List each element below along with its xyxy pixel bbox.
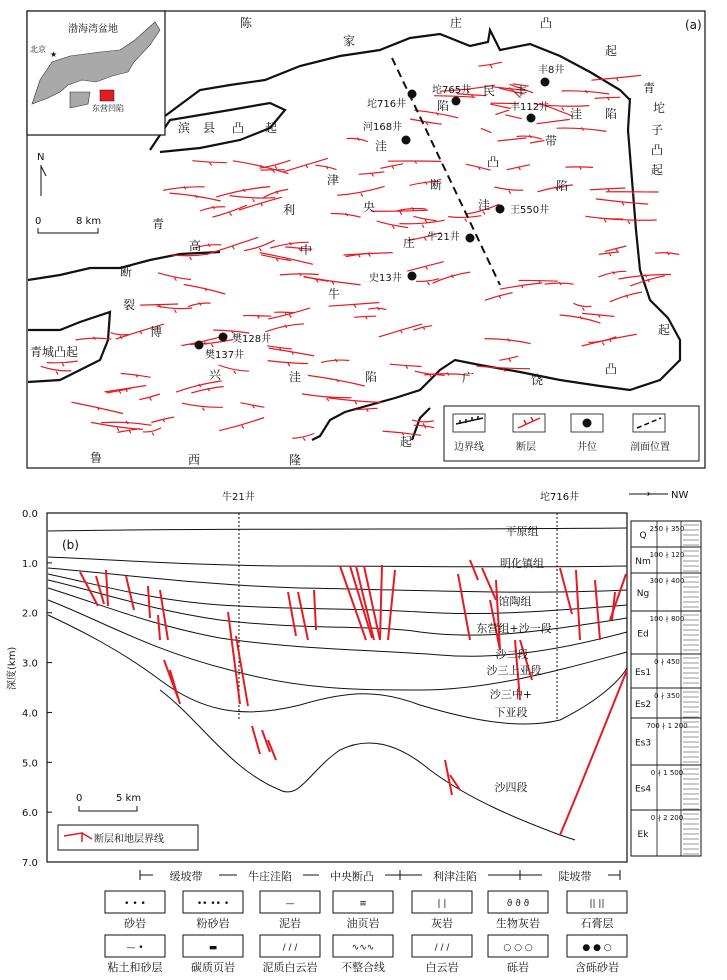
- map-scale-zero: 0: [35, 216, 42, 227]
- section-fault: [470, 560, 478, 580]
- map-fault-line: [191, 387, 223, 394]
- region-label: 兴: [209, 368, 222, 382]
- depth-axis-label: 深度(km): [7, 646, 18, 690]
- map-fault-line: [655, 252, 679, 255]
- section-fault: [252, 726, 260, 754]
- column-unit-code: Ek: [637, 830, 649, 840]
- depth-tick-label: 4.0: [22, 708, 38, 720]
- well-label: 丰112井: [510, 102, 550, 113]
- lithology-pattern: ○ ○ ○: [503, 943, 533, 953]
- map-fault-line: [560, 315, 601, 323]
- map-fault-line: [292, 434, 314, 441]
- region-label: 起: [651, 163, 664, 177]
- map-fault-line: [495, 110, 509, 115]
- column-unit-code: Ng: [636, 589, 650, 599]
- depth-tick-label: 1.0: [22, 558, 38, 570]
- map-fault-line: [595, 97, 621, 100]
- section-panel-label: (b): [62, 538, 79, 552]
- legend-fault-label: 断层: [516, 442, 536, 453]
- column-unit-thickness: 100 ∤ 800: [649, 615, 685, 623]
- region-label: 青: [643, 81, 656, 95]
- region-label: 高: [189, 239, 202, 253]
- map-fault-line: [192, 161, 227, 166]
- map-scale-line: [38, 228, 98, 233]
- map-fault-line: [588, 337, 616, 346]
- map-fault-line: [265, 324, 304, 332]
- map-fault-line: [101, 421, 152, 425]
- lithology-legend: [105, 891, 627, 974]
- map-fault-line: [354, 316, 376, 319]
- map-fault-line: [557, 127, 607, 131]
- strata-q: [48, 528, 627, 531]
- map-fault-line: [599, 252, 619, 256]
- formation-label: 沙三中+: [489, 688, 533, 701]
- lithology-label: 泥质白云岩: [262, 961, 318, 974]
- map-fault-line: [244, 240, 275, 251]
- region-label: 起: [400, 435, 413, 449]
- well-label: 樊128井: [232, 334, 272, 345]
- map-fault-line: [76, 337, 112, 340]
- well-marker: [452, 97, 461, 106]
- zone-label: 陡坡带: [558, 870, 592, 883]
- well-label: 王550井: [510, 205, 550, 216]
- section-fault: [236, 636, 248, 706]
- map-fault-line: [182, 403, 223, 411]
- map-fault-line: [371, 210, 428, 214]
- region-label: 子: [651, 123, 664, 137]
- map-fault-line: [329, 303, 380, 308]
- column-unit-thickness: 300 ∤ 400: [649, 577, 685, 585]
- map-fault-line: [582, 313, 614, 317]
- map-fault-line: [573, 303, 591, 310]
- column-unit-code: Es4: [634, 784, 652, 795]
- well-label: 史13井: [369, 273, 402, 284]
- lithology-label: 粉砂岩: [196, 917, 230, 930]
- map-fault-line: [219, 365, 250, 374]
- well-marker: [195, 341, 204, 350]
- well-label: 丰8井: [538, 65, 565, 76]
- region-label: 陷: [365, 370, 378, 384]
- map-fault-line: [410, 119, 442, 125]
- section-faults: [80, 560, 627, 835]
- map-fault-line: [537, 119, 570, 123]
- inset-city-label: 北京: [30, 45, 46, 54]
- map-fault-line: [368, 307, 386, 310]
- map-fault-line: [308, 375, 365, 386]
- well-label: 樊137井: [205, 350, 245, 361]
- section-fault: [228, 612, 240, 704]
- map-fault-line: [239, 197, 282, 210]
- map-fault-line: [505, 115, 521, 119]
- well-label: 坨716井: [367, 99, 407, 110]
- map-fault-line: [259, 160, 290, 169]
- well-label: 牛21井: [427, 232, 460, 243]
- map-fault-line: [280, 273, 319, 276]
- region-label: 利: [283, 203, 296, 217]
- region-label: 带: [545, 134, 558, 148]
- map-fault-line: [500, 283, 542, 289]
- fault-map-panel: [27, 11, 705, 468]
- legend-boundary-label: 边界线: [454, 442, 484, 453]
- formation-label: 平原组: [505, 525, 539, 538]
- region-label: 洼: [478, 198, 491, 212]
- well-marker: [541, 78, 550, 87]
- column-unit-thickness: 700 ∤ 1 200: [646, 722, 688, 730]
- region-label: 陷: [437, 99, 450, 113]
- section-scale-length: 5 km: [116, 793, 142, 804]
- map-panel-label: (a): [685, 18, 702, 32]
- lithology-label: 生物灰岩: [496, 917, 540, 930]
- region-label: 凸: [605, 362, 618, 376]
- strat-column: [631, 521, 701, 856]
- well-marker: [496, 205, 505, 214]
- map-fault-line: [219, 418, 264, 431]
- formation-label: 沙三上亚段: [486, 664, 542, 677]
- section-fault: [610, 574, 626, 620]
- region-label: 凸: [540, 16, 553, 30]
- region-label: 饶: [531, 373, 544, 387]
- column-unit-code: Q: [639, 531, 647, 541]
- map-fault-line: [337, 186, 385, 196]
- inset-area-label: 东营凹陷: [92, 104, 124, 113]
- map-fault-line: [188, 303, 211, 307]
- section-well-niu21: 牛21井: [222, 492, 255, 503]
- map-fault-line: [121, 374, 151, 378]
- lithology-pattern: • • •: [124, 899, 146, 909]
- strata-ng: [48, 568, 627, 592]
- lithology-pattern: ≡: [359, 899, 367, 909]
- column-unit-thickness: 0 ∤ 1 500: [650, 769, 684, 777]
- map-fault-line: [630, 276, 665, 286]
- section-fault-major: [560, 670, 627, 835]
- lithology-label: 碳质页岩: [191, 961, 235, 974]
- region-label: 庄: [450, 16, 463, 30]
- region-label: 陷: [556, 179, 569, 193]
- lithology-label: 粘土和砂层: [107, 961, 163, 974]
- depth-tick-label: 6.0: [22, 808, 38, 820]
- north-label: N: [37, 152, 45, 163]
- map-fault-line: [304, 277, 361, 285]
- column-unit-thickness: 250 ∤ 350: [649, 525, 685, 533]
- column-unit-code: Es2: [634, 700, 652, 710]
- region-label: 陈: [240, 16, 253, 30]
- region-label: 陷: [605, 107, 618, 121]
- section-fault: [158, 615, 160, 640]
- section-fault: [576, 570, 580, 640]
- section-scale-line: [79, 806, 137, 811]
- lithology-pattern: ● ● ○: [582, 943, 612, 953]
- region-label: 津: [327, 173, 340, 187]
- map-fault-line: [233, 161, 289, 174]
- map-fault-line: [507, 165, 530, 170]
- map-fault-line: [399, 220, 444, 228]
- well-marker: [402, 136, 411, 145]
- map-fault-line: [359, 172, 385, 177]
- region-label: 隆: [289, 453, 302, 467]
- map-fault-line: [170, 193, 221, 201]
- map-fault-line: [377, 221, 409, 229]
- region-label: 坨: [653, 101, 666, 115]
- formation-label: 馆陶组: [498, 595, 532, 608]
- map-fault-line: [566, 167, 594, 170]
- region-label: 起: [265, 121, 278, 135]
- east-boundary: [312, 98, 680, 440]
- map-fault-line: [490, 104, 510, 108]
- map-fault-line: [596, 199, 648, 205]
- map-fault-line: [117, 429, 140, 433]
- map-fault-line: [605, 246, 626, 252]
- lithology-pattern: ∿∿∿: [351, 943, 375, 953]
- region-label: 凸: [487, 155, 500, 169]
- formation-label: 沙四段: [494, 781, 528, 794]
- structural-zones: [140, 866, 620, 884]
- lithology-pattern: | |: [437, 899, 447, 909]
- direction-label: NW: [671, 490, 689, 501]
- map-fault-line: [184, 285, 226, 295]
- inset-area-marker: [100, 90, 114, 101]
- map-fault-line: [71, 402, 123, 413]
- map-fault-line: [321, 359, 349, 362]
- formation-label: 东营组+沙一段: [476, 622, 552, 635]
- section-fault: [160, 590, 168, 640]
- formation-label: 下亚段: [494, 706, 528, 719]
- map-fault-line: [268, 308, 310, 319]
- map-fault-line: [388, 161, 441, 164]
- zone-label: 利津洼陷: [433, 870, 477, 883]
- map-fault-line: [390, 364, 422, 369]
- formation-label: 沙二段: [495, 648, 529, 661]
- map-fault-line: [407, 262, 444, 271]
- column-unit-code: Ed: [637, 629, 649, 640]
- map-fault-line: [545, 282, 574, 285]
- section-scale-bar: [76, 793, 141, 811]
- map-fault-line: [47, 361, 78, 366]
- map-fault-line: [381, 164, 404, 169]
- lithology-pattern: ϑ ϑ ϑ: [506, 899, 530, 909]
- depth-tick-label: 3.0: [22, 658, 38, 670]
- column-unit-thickness: 0 ∤ 2 200: [650, 814, 684, 822]
- map-fault-line: [216, 187, 270, 197]
- region-label: 广: [462, 371, 475, 385]
- column-unit-thickness: 0 ∤ 350: [654, 692, 680, 700]
- region-label: 中: [300, 243, 313, 257]
- section-fault: [560, 568, 572, 614]
- map-fault-line: [530, 141, 544, 144]
- region-label: 凸: [651, 143, 664, 157]
- well-marker: [219, 333, 228, 342]
- map-fault-line: [200, 206, 225, 211]
- map-fault-line: [263, 189, 288, 197]
- map-fault-line: [243, 316, 271, 319]
- lithology-pattern: ▬: [208, 943, 218, 953]
- region-label: 鲁: [90, 451, 103, 465]
- map-fault-line: [157, 306, 192, 313]
- direction-arrow: →: [642, 489, 651, 500]
- section-fault: [314, 590, 316, 630]
- region-label: 青: [152, 217, 165, 231]
- map-fault-line: [485, 339, 531, 344]
- map-legend: [444, 406, 699, 461]
- depth-tick-label: 2.0: [22, 608, 38, 620]
- map-fault-line: [562, 90, 610, 94]
- lithology-label: 石膏层: [580, 917, 614, 930]
- well-marker: [527, 114, 536, 123]
- depth-tick-label: 7.0: [22, 858, 38, 869]
- map-fault-line: [172, 254, 208, 260]
- map-fault-line: [268, 361, 309, 367]
- region-label: 博: [150, 325, 163, 339]
- zone-label: 中央断凸: [330, 870, 374, 883]
- map-fault-line: [347, 138, 368, 142]
- lithology-label: 油页岩: [346, 917, 380, 930]
- section-fault: [482, 568, 496, 600]
- map-fault-line: [158, 273, 191, 281]
- map-scale-bar: [35, 216, 101, 233]
- inset-title: 渤海湾盆地: [68, 24, 118, 35]
- section-scale-zero: 0: [76, 793, 83, 804]
- region-label: 家: [343, 34, 356, 48]
- section-fault: [96, 576, 104, 604]
- map-fault-line: [206, 237, 258, 254]
- region-label: 裂: [123, 298, 136, 312]
- inset-city-star: ★: [50, 50, 58, 59]
- section-fault: [106, 570, 108, 606]
- legend-well-label: 井位: [577, 442, 597, 453]
- column-unit-thickness: 100 ∤ 120: [649, 551, 685, 559]
- lithology-label: 灰岩: [431, 917, 453, 930]
- depth-tick-label: 0.0: [22, 509, 38, 520]
- map-fault-line: [499, 356, 518, 362]
- map-fault-line: [478, 62, 502, 68]
- legend-profile-label: 剖面位置: [630, 442, 670, 453]
- map-fault-line: [448, 216, 481, 222]
- lithology-pattern: — •: [126, 943, 144, 953]
- map-fault-line: [413, 326, 432, 331]
- region-label: 断: [430, 178, 443, 192]
- map-fault-line: [105, 386, 147, 392]
- section-fault: [298, 592, 308, 640]
- well-label: 河168井: [363, 122, 403, 133]
- section-fault: [148, 586, 150, 618]
- section-legend: [58, 825, 198, 850]
- map-fault-line: [41, 366, 72, 374]
- formation-labels: [476, 525, 551, 794]
- map-fault-line: [494, 187, 523, 194]
- well-marker: [408, 272, 417, 281]
- region-label: 丰: [515, 84, 528, 98]
- map-fault-line: [433, 272, 471, 283]
- strata-ed: [48, 574, 627, 614]
- zone-label: 牛庄洼陷: [248, 870, 292, 883]
- section-fault: [458, 574, 470, 640]
- lithology-label: 砾岩: [507, 961, 529, 974]
- section-legend-label: 断层和地层界线: [94, 834, 164, 845]
- column-unit-code: Es3: [634, 738, 652, 749]
- map-fault-line: [151, 417, 174, 423]
- map-fault-line: [582, 334, 637, 346]
- region-label: 断: [120, 265, 133, 279]
- map-fault-line: [139, 394, 160, 401]
- lithology-label: 白云岩: [425, 961, 459, 974]
- map-fault-line: [315, 165, 336, 169]
- region-label: 起: [605, 44, 618, 58]
- lithology-pattern: / / /: [282, 943, 298, 953]
- well-marker: [408, 90, 417, 99]
- map-fault-line: [481, 128, 492, 132]
- map-fault-line: [498, 138, 527, 141]
- column-unit-thickness: 0 ∤ 450: [654, 658, 680, 666]
- section-fault: [288, 592, 296, 636]
- map-fault-line: [331, 213, 361, 217]
- column-unit-code: Nm: [635, 557, 651, 567]
- region-label: 洼: [570, 107, 583, 121]
- map-fault-line: [599, 271, 627, 277]
- map-scale-length: 8 km: [76, 216, 102, 227]
- region-label: 洼: [375, 139, 388, 153]
- lithology-pattern: —: [285, 899, 295, 909]
- cross-section-panel: [5, 489, 701, 869]
- section-fault: [595, 580, 600, 640]
- zone-label: 缓坡带: [169, 870, 203, 883]
- region-label: 牛: [328, 287, 341, 301]
- north-arrow: [37, 152, 46, 196]
- region-label: 央: [363, 200, 376, 214]
- region-label: 民: [483, 84, 496, 98]
- map-fault-line: [477, 366, 530, 372]
- inset-map: [27, 11, 165, 135]
- region-label: 凸: [232, 121, 245, 135]
- region-label: 县: [203, 121, 216, 135]
- map-fault-line: [379, 324, 422, 337]
- section-well-tuo716: 坨716井: [540, 492, 580, 503]
- region-label: 滨: [178, 121, 191, 135]
- lithology-pattern: •• •• •: [196, 899, 230, 909]
- region-label: 洼: [289, 370, 302, 384]
- lithology-label: 含砾砂岩: [575, 961, 619, 974]
- map-fault-line: [485, 293, 513, 301]
- area-label: 青城凸起: [30, 345, 79, 359]
- map-fault-line: [163, 186, 204, 190]
- region-label: 起: [658, 323, 671, 337]
- map-fault-line: [213, 330, 249, 333]
- region-label: 西: [188, 453, 201, 467]
- map-fault-line: [590, 188, 626, 192]
- depth-tick-label: 5.0: [22, 758, 38, 770]
- lithology-label: 砂岩: [124, 917, 146, 930]
- region-label: 庄: [403, 236, 416, 250]
- north-arrow-head: [41, 166, 46, 176]
- lithology-pattern: / / /: [434, 943, 450, 953]
- well-label: 坨765井: [432, 85, 472, 96]
- well-marker: [466, 234, 475, 243]
- legend-well-symbol: [583, 419, 592, 428]
- lithology-pattern: || ||: [589, 899, 605, 909]
- formation-label: 明化镇组: [500, 557, 544, 570]
- map-fault-line: [599, 218, 657, 224]
- lithology-label: 泥岩: [279, 917, 301, 930]
- lithology-label: 不整合线: [341, 961, 385, 974]
- map-fault-line: [610, 292, 642, 302]
- map-fault-line: [241, 403, 265, 409]
- map-fault-line: [143, 428, 161, 436]
- column-unit-code: Es1: [634, 668, 652, 678]
